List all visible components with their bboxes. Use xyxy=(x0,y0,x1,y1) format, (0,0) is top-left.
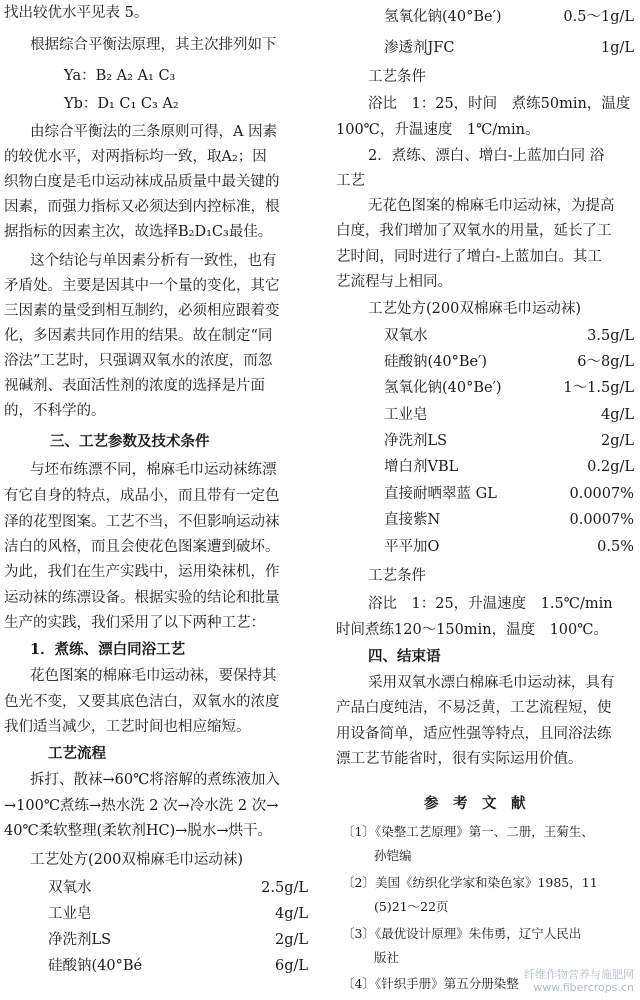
text-line: 色光不变，又要其底色洁白，双氧水的浓度 xyxy=(4,694,280,710)
reference-item: 〔3〕《最优设计原理》朱伟勇，辽宁人民出 xyxy=(342,926,582,941)
recipe-item-name: 硅酸钠(40°Be′) xyxy=(384,354,488,370)
recipe-item-value: 0.5% xyxy=(597,539,634,555)
text-line: 与坯布练漂不同，棉麻毛巾运动袜练漂 xyxy=(30,462,277,478)
recipe-item-value: 6～8g/L xyxy=(577,354,634,370)
recipe-item-value: 2g/L xyxy=(274,932,308,948)
text-line: 艺流程与上相同。 xyxy=(336,274,452,290)
watermark-line: 纤维作物营养与施肥网 xyxy=(524,968,634,981)
text-line: 泽的花型图案。工艺不当，不但影响运动袜 xyxy=(4,514,280,530)
reference-item: 〔4〕《针织手册》第五分册染整 xyxy=(342,976,519,991)
watermark xyxy=(524,968,634,994)
subsection-heading: 1．煮练、漂白同浴工艺 xyxy=(30,641,186,658)
recipe-item-name: 净洗剂LS xyxy=(384,433,448,449)
text-line: 这个结论与单因素分析有一致性，也有 xyxy=(30,253,277,269)
text-line: 生产的实践，我们采用了以下两种工艺： xyxy=(4,615,265,631)
recipe-item-name: 净洗剂LS xyxy=(48,932,112,948)
recipe-item-value: 0.2g/L xyxy=(587,459,634,475)
ranking-line-ya: Ya：B₂ A₂ A₁ C₃ xyxy=(64,68,176,84)
text-line: 的，不科学的。 xyxy=(4,403,106,419)
watermark-line: www.fibercrops.cn xyxy=(533,981,634,994)
text-line: 三因素的量受到相互制约，必须相应跟着变 xyxy=(4,303,280,319)
recipe-item-name: 工业皂 xyxy=(48,906,92,922)
process-flow-title: 工艺流程 xyxy=(48,745,106,762)
recipe-item-value: 2.5g/L xyxy=(261,880,308,896)
text-line: 白度，我们增加了双氧水的用量，延长了工 xyxy=(336,223,612,239)
text-line: 花色图案的棉麻毛巾运动袜，要保持其 xyxy=(30,668,277,684)
text-line: 采用双氧水漂白棉麻毛巾运动袜，具有 xyxy=(368,675,615,691)
subsection-heading: 工艺 xyxy=(336,173,365,189)
text-line: 无花色图案的棉麻毛巾运动袜，为提高 xyxy=(368,198,615,214)
recipe-item-name: 双氧水 xyxy=(48,880,92,896)
recipe-item-name: 氢氧化钠(40°Be′) xyxy=(384,9,502,25)
text-line: 浴法”工艺时，只强调双氧水的浓度，而忽 xyxy=(4,353,273,369)
text-line: 根据综合平衡法原理，其主次排列如下 xyxy=(30,37,277,53)
text-line: 艺时间，同时进行了增白-上蓝加白。其工 xyxy=(336,249,602,265)
recipe-item-value: 4g/L xyxy=(274,906,308,922)
recipe-item-value: 4g/L xyxy=(600,407,634,423)
text-line: 浴比 1：25，升温速度 1.5℃/min xyxy=(368,596,613,612)
recipe-item-value: 1～1.5g/L xyxy=(563,380,634,396)
section-heading: 四、结束语 xyxy=(368,648,441,665)
text-line: 我们适当减少，工艺时间也相应缩短。 xyxy=(4,719,251,735)
text-line: 100℃，升温速度 1℃/min。 xyxy=(336,122,540,138)
recipe-item-name: 氢氧化钠(40°Be′) xyxy=(384,380,502,396)
conditions-title: 工艺条件 xyxy=(368,568,426,584)
recipe-item-name: 渗透剂JFC xyxy=(384,40,455,56)
recipe-item-name: 工业皂 xyxy=(384,407,428,423)
reference-item: 〔1〕《染整工艺原理》第一、二册，王菊生、 xyxy=(342,824,594,839)
process-flow-line: 40℃柔软整理(柔软剂HC)→脱水→烘干。 xyxy=(4,823,273,839)
recipe-title: 工艺处方(200双棉麻毛巾运动袜) xyxy=(368,301,581,317)
recipe-item-value: 2g/L xyxy=(600,433,634,449)
process-flow-line: 拆打、散袜→60℃将溶解的煮练液加入 xyxy=(30,772,280,788)
recipe-item-name: 硅酸钠(40°Bé xyxy=(48,958,143,974)
recipe-item-value: 3.5g/L xyxy=(587,328,634,344)
text-line: 矛盾处。主要是因其中一个量的变化，其它 xyxy=(4,278,280,294)
text-line: 的较优水平，对两指标均一致，取A₂；因 xyxy=(4,149,267,165)
text-line: 化，多因素共同作用的结果。故在制定“同 xyxy=(4,328,273,344)
text-line: 时间煮练120～150min，温度 100℃。 xyxy=(336,622,608,638)
recipe-item-value: 6g/L xyxy=(274,958,308,974)
text-line: 用设备简单，适应性强等特点，且同浴法练 xyxy=(336,726,612,742)
text-line: 织物白度是毛巾运动袜成品质量中最关键的 xyxy=(4,174,280,190)
text-line: 产品白度纯洁，不易泛黄，工艺流程短，使 xyxy=(336,700,612,716)
ranking-line-yb: Yb：D₁ C₁ C₃ A₂ xyxy=(64,96,179,112)
conditions-title: 工艺条件 xyxy=(368,69,426,85)
process-flow-line: →100℃煮练→热水洗 2 次→冷水洗 2 次→ xyxy=(4,798,279,814)
text-line: 找出较优水平见表 5。 xyxy=(4,5,149,21)
text-line: 视碱剂、表面活性剂的浓度的选择是片面 xyxy=(4,378,265,394)
subsection-heading: 2．煮练、漂白、增白-上蓝加白同 浴 xyxy=(368,148,605,164)
reference-item: 版社 xyxy=(374,950,400,965)
recipe-item-value: 0.0007% xyxy=(569,486,634,502)
recipe-item-value: 0.5～1g/L xyxy=(563,9,634,25)
section-heading: 三、工艺参数及技术条件 xyxy=(50,433,210,450)
recipe-title: 工艺处方(200双棉麻毛巾运动袜) xyxy=(30,852,243,868)
text-line: 有它自身的特点，成品小，而且带有一定色 xyxy=(4,488,280,504)
text-line: 浴比 1：25，时间 煮练50min，温度 xyxy=(368,96,631,112)
recipe-item-name: 直接紫N xyxy=(384,512,441,528)
text-line: 运动袜的练漂设备。根据实验的结论和批量 xyxy=(4,590,280,606)
reference-item: (5)21～22页 xyxy=(374,899,449,914)
recipe-item-name: 直接耐晒翠蓝 GL xyxy=(384,486,497,502)
text-line: 为此，我们在生产实践中，运用染袜机，作 xyxy=(4,564,280,580)
reference-item: 〔2〕美国《纺织化学家和染色家》1985，11 xyxy=(342,875,598,890)
text-line: 因素，而强力指标又必须达到内控标准，根 xyxy=(4,199,280,215)
recipe-item-value: 1g/L xyxy=(600,40,634,56)
recipe-item-name: 增白剂VBL xyxy=(384,459,459,475)
reference-item: 孙铠编 xyxy=(374,848,412,863)
text-line: 由综合平衡法的三条原则可得，A 因素 xyxy=(30,124,278,140)
recipe-item-name: 双氧水 xyxy=(384,328,428,344)
text-line: 据指标的因素主次，故选择B₂D₁C₃最佳。 xyxy=(4,224,273,240)
references-heading: 参 考 文 献 xyxy=(424,795,526,812)
text-line: 漂工艺节能省时，很有实际运用价值。 xyxy=(336,751,583,767)
text-line: 洁白的风格，而且会使花色图案遭到破坏。 xyxy=(4,539,280,555)
recipe-item-value: 0.0007% xyxy=(569,512,634,528)
recipe-item-name: 平平加O xyxy=(384,539,440,555)
